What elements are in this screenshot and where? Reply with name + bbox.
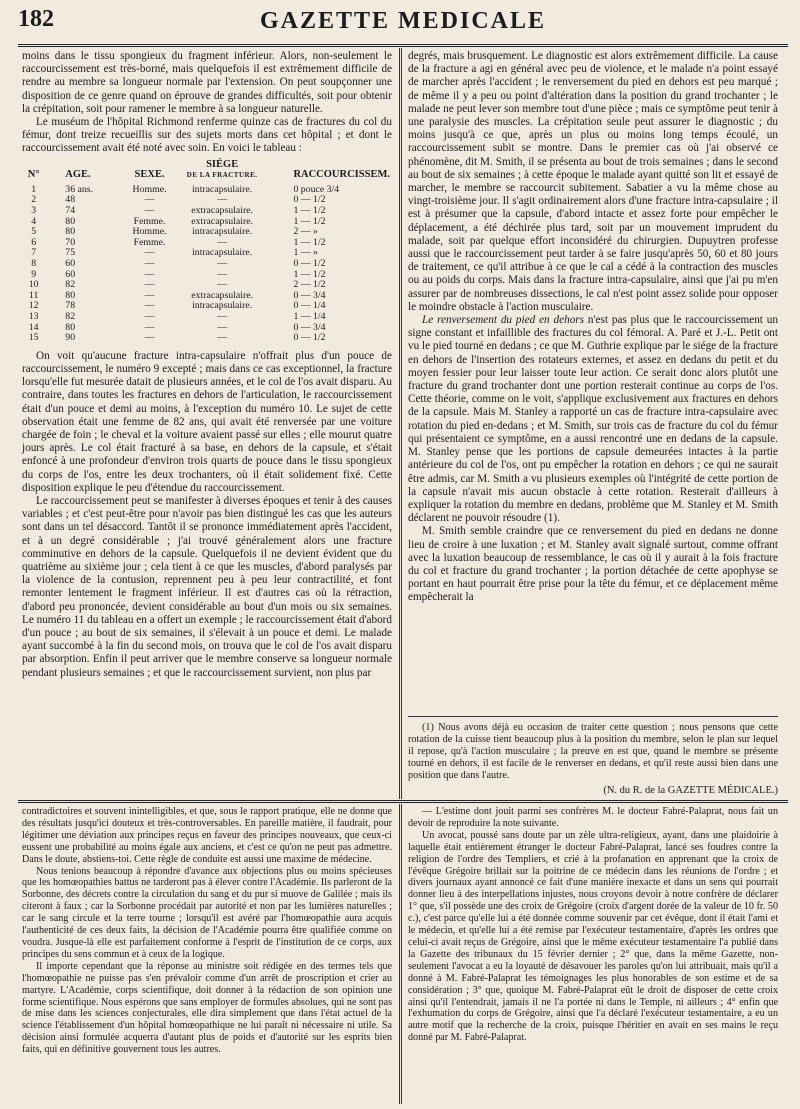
paragraph-text: n'est pas plus que le raccourcissement un signe constant et infaillible des fractures du col fémoral. A. Paré et J.-L. Petit ont vu le pied tourné en dedans ; ce que M. Guthrie explique par le siége de la fracture en dehors de l'insertion des rotateurs externes, et assez en dedans du petit et du moyen fessier pour leur laisser toute leur action. Ce serait donc alors plutôt une fracture du grand trochanter dont une portion resterait continue au corps de l'os. Cette théorie, comme on le voit, s'applique exclusivement aux fractures en dehors de la capsule. Mais M. Stanley a rapporté un cas de fracture intra-capsulaire avec rotation du pied en-dedans ; et M. Smith, sur trois cas de fracture du col du fémur qui présentaient ce symptôme, en a aussi rencontré une en dedans de la capsule. M. Stanley pense que les portions de capsule demeurées intactes à la partie antérieure du col de l'os, ont pu empêcher la rotation en dehors ; ce qui ne saurait être admis, car M. Smith a vu plusieurs exemples où l'intégrité de cette portion de la capsule n'avait mis aucun obstacle à cette rotation. Resterait d'ailleurs à expliquer la rotation du membre en dedans, problème que M. Stanley et M. Smith déclarent ne pouvoir résoudre (1). — [408, 314, 778, 525]
section-rule — [18, 800, 788, 803]
cell-number: 7 — [31, 247, 37, 259]
cell-shortening: 0 pouce 3/4 — [293, 183, 340, 195]
page-header — [18, 8, 788, 44]
cell-sex: — — [144, 268, 155, 280]
bottom-left-column — [22, 806, 392, 1056]
cell-age: 60 — [65, 268, 76, 280]
cell-shortening: 1 — 1/2 — [293, 205, 326, 216]
cases-table-body — [22, 185, 392, 344]
cell-number: 10 — [28, 279, 39, 291]
cell-number: 1 — [31, 183, 37, 195]
cell-shortening: 1 — » — [293, 247, 318, 259]
table-row — [22, 323, 392, 334]
cell-age: 82 — [65, 310, 76, 322]
cell-seat: — — [217, 236, 228, 248]
cell-seat: intracapsulaire. — [192, 183, 253, 195]
bottom-right-column — [408, 806, 778, 1044]
cell-age: 74 — [65, 205, 76, 216]
cell-shortening: 0 — 3/4 — [293, 289, 326, 301]
page-title: GAZETTE MEDICALE — [259, 8, 547, 34]
cell-number: 12 — [28, 300, 39, 312]
cell-seat: extracapsulaire. — [191, 215, 254, 227]
cell-sex: — — [144, 321, 155, 333]
table-row — [22, 185, 392, 196]
table-row — [22, 259, 392, 270]
seat-header-sub: DE LA FRACTURE. — [186, 171, 258, 180]
cell-number: 8 — [31, 257, 37, 269]
paragraph: contradictoires et souvent inintelligibles, et que, sous le rapport pratique, elle ne donne que des résultats jusqu'ici douteux et très-controversables. En pareille matière, il faudrait, pour légitimer une déviation aux principes reçus en faveur des principes nouveaux, que ceux-ci eussent une probabilité au moins égale aux anciens, et c'est ce qu'on ne peut pas admettre. Dans le doute, abstiens-toi. Cette règle de conduite est aussi une maxime de médecine. — [22, 806, 392, 865]
cell-age: 80 — [65, 226, 76, 238]
column-header-sex: SEXE. — [134, 169, 165, 181]
paragraph: On voit qu'aucune fracture intra-capsulaire n'offrait plus d'un pouce de raccourcissement, le numéro 9 excepté ; mais dans ce cas exceptionnel, la fracture lorsqu'elle fut mesurée datait de plusieurs années, et le col de l'os avait disparu. Au contraire, dans toutes les fractures en dehors de l'articulation, le raccourcissement était d'un pouce et demi au moins, à l'exception du numéro 10. Le sujet de cette observation était une femme de 82 ans, qui avait été renversée par une voiture chargée de foin ; le cheval et la voiture avaient passé sur elles ; elle mourut quatre jours après. Le col était fracturé à sa base, en dehors de la capsule, et s'était enfoncé à une profondeur d'environ trois quarts de pouce dans le tissu spongieux du corps de l'os, entre les deux trochanters, où il était solidement fixé. Cette disposition explique le peu d'étendue du raccourcissement. — [22, 349, 393, 494]
paragraph: — L'estime dont jouit parmi ses confrères M. le docteur Fabré-Palaprat, nous fait un devoir de reproduire la note suivante. — [408, 806, 778, 829]
cell-age: 80 — [65, 289, 76, 301]
cell-age: 60 — [65, 257, 76, 269]
editor-signature: (N. du R. de la GAZETTE MÉDICALE.) — [603, 785, 778, 796]
cell-sex: — — [144, 205, 155, 216]
column-header-number: N° — [27, 169, 40, 181]
cell-number: 14 — [28, 321, 39, 333]
cell-age: 75 — [65, 247, 76, 259]
column-header-shortening: RACCOURCISSEM. — [293, 169, 390, 181]
cell-seat: — — [217, 268, 228, 280]
cell-number: 2 — [31, 194, 37, 206]
cell-age: 80 — [65, 321, 76, 333]
emphasis: Le renversement du pied en dehors — [422, 314, 585, 327]
table-row — [22, 227, 392, 238]
table-row — [22, 301, 392, 312]
cell-number: 9 — [31, 268, 37, 280]
paragraph: Un avocat, poussé sans doute par un zèle ultra-religieux, ayant, dans une plaidoirie à laquelle était entièrement étranger le docteur Fabré-Palaprat, lancé ses foudres contre la religion de l'ordre des Templiers, et crié à la profanation en apprenant que la croix de l'évêque Grégoire brillait sur la poitrine de ce médecin dans les réunions de l'ordre ; et divers journaux ayant annoncé ce fait d'une manière inexacte et dans un sens qui pourrait donner lieu à des interpellations injustes, nous croyons devoir à notre confrère de déclarer 1° que, s'il possède une des croix de Grégoire (croix d'argent dorée de la valeur de 10 fr. 50 c.), c'est parce qu'elle lui a été donnée comme souvenir par cet évêque, dont il était l'ami et le médecin, et qu'elle lui a été remise par l'exécuteur testamentaire, d'après les ordres que celui-ci avait reçus de Grégoire, ainsi que le même exécuteur testamentaire l'a publié dans la Gazette des tribunaux du 15 février dernier ; 2° que, dans la même Gazette, non-seulement l'avocat a eu la loyauté de désavouer les paroles qu'on lui attribuait, mais qu'il a donné à M. Fabré-Palaprat les témoignages les plus honorables de son estime et de sa considération ; 3° que, quoique M. Fabré-Palaprat eût le droit de disposer de cette croix ainsi qu'il l'entendrait, jamais il ne l'a portée ni dans le Temple, ni ailleurs ; 4° enfin que l'exhumation du corps de Grégoire, ainsi que l'a déclaré l'exécuteur testamentaire, a eu un autre motif que la recherche de la croix, puisque l'héritier en avait en ses mains le reçu donné par M. Fabré-Palaprat. — [408, 829, 778, 1044]
cell-sex: Homme. — [132, 226, 167, 238]
cell-seat: intracapsulaire. — [192, 247, 253, 259]
table-row — [22, 312, 392, 323]
cell-seat: extracapsulaire. — [191, 289, 254, 301]
cell-number: 6 — [31, 236, 37, 248]
table-row — [22, 333, 392, 344]
cell-sex: — — [144, 257, 155, 269]
cell-number: 4 — [31, 215, 37, 227]
cell-shortening: 0 — 3/4 — [293, 321, 326, 333]
left-column — [22, 50, 392, 680]
cell-shortening: 1 — 1/2 — [293, 215, 326, 227]
table-header-row — [22, 158, 392, 185]
cell-sex: — — [144, 289, 155, 301]
paragraph — [408, 314, 778, 525]
column-divider — [399, 48, 402, 799]
cell-number: 11 — [28, 289, 39, 301]
paragraph: Il importe cependant que la réponse au ministre soit rédigée en des termes tels que l'homœopathie ne puisse pas s'en prévaloir comme d'un arrêt de proscription et crier au martyre. L'Académie, corps scientifique, doit donner à la rédaction de son opinion une forme scientifique. Nous espérons que sans employer de formules absolues, qui ne sont pas de mise dans les sciences conjecturales, elle dira simplement que dans l'état actuel de la science l'établissement d'un hôpital homœopathique ne lui paraît ni nécessaire ni utile. Sa décision ainsi formulée acquerra d'autant plus de poids et d'autorité sur les esprits bien faits, qui en définitive gouvernent tous les autres. — [22, 960, 392, 1056]
right-column — [408, 50, 778, 605]
footnote-rule — [408, 716, 778, 717]
cell-shortening: 1 — 1/2 — [293, 268, 326, 280]
cell-age: 48 — [65, 194, 76, 206]
table-row — [22, 248, 392, 259]
cell-number: 15 — [28, 332, 39, 344]
cell-number: 3 — [31, 205, 37, 216]
cell-seat: — — [217, 279, 228, 291]
cell-shortening: 0 — 1/2 — [293, 194, 326, 206]
cell-shortening: 0 — 1/2 — [293, 257, 326, 269]
cell-sex: — — [144, 279, 155, 291]
footnote — [408, 722, 778, 797]
paragraph: Nous tenions beaucoup à répondre d'avance aux objections plus ou moins spécieuses que les homœopathies battus ne tarderont pas à élever contre l'Académie. Ils parleront de la Sorbonne, des décrets contre la circulation du sang et du pur si muove de Galilée ; mais ils citeront à faux ; car la Sorbonne procédait par autorité et non par les lumières naturelles ; car le sang circule et la terre tourne ; lorsqu'il est avéré par l'homœopathie aura acquis l'authenticité de ces deux faits, la décision de l'Académie pourra être qualifiée comme on voudra. Jusque-là elle est parfaitement conforme à l'esprit de l'institution de ce corps, aux principes du sens commun et à ceux de la logique. — [22, 865, 392, 960]
bottom-column-divider — [399, 804, 402, 1104]
cell-seat: — — [217, 310, 228, 322]
cell-shortening: 0 — 1/2 — [293, 332, 326, 344]
cell-seat: — — [217, 332, 228, 344]
column-header-seat — [179, 158, 266, 185]
cell-seat: extracapsulaire. — [191, 205, 254, 216]
cell-sex: Femme. — [133, 215, 166, 227]
table-row — [22, 206, 392, 217]
table-row — [22, 270, 392, 281]
cell-seat: intracapsulaire. — [192, 300, 253, 312]
cell-sex: — — [144, 332, 155, 344]
cell-sex: — — [144, 194, 155, 206]
cell-sex: — — [144, 310, 155, 322]
cell-shortening: 1 — 1/2 — [293, 236, 326, 248]
cell-sex: Femme. — [133, 236, 166, 248]
cell-seat: — — [217, 257, 228, 269]
column-header-age: AGE. — [65, 169, 91, 181]
cell-age: 80 — [65, 215, 76, 227]
cell-sex: Homme. — [132, 183, 167, 195]
cell-shortening: 2 — 1/2 — [293, 279, 326, 291]
paragraph: Le muséum de l'hôpital Richmond renferme quinze cas de fractures du col du fémur, dont treize recueillis sur des sujets morts dans cet hôpital ; et dont le raccourcissement avait été noté avec soin. En voici le tableau : — [22, 116, 392, 155]
seat-header-label: SIÉGE — [206, 158, 239, 170]
cell-sex: — — [144, 247, 155, 259]
paragraph: moins dans le tissu spongieux du fragment inférieur. Alors, non-seulement le raccourcissement est très-borné, mais quelquefois il est extrêmement difficile de rendre au membre sa longueur normale par l'extension. On peut soupçonner une disposition de ce genre quand on éprouve de grandes difficultés, soit pour obtenir la crépitation, soit pour ramener le membre à sa longueur naturelle. — [22, 50, 392, 115]
page-number: 182 — [18, 6, 54, 32]
cell-number: 13 — [28, 310, 39, 322]
cell-age: 70 — [65, 236, 76, 248]
footnote-text: (1) Nous avons déjà eu occasion de traiter cette question ; nous pensons que cette rotation de la cuisse tient beaucoup plus à la position du membre, selon le plan sur lequel il repose, qu'à l'action musculaire ; la preuve en est que, quand le membre se présente tourné en dehors, il est facile de le renverser en dedans, et qu'il reste aussi bien dans une position que dans l'autre. — [408, 722, 778, 781]
cell-age: 90 — [65, 332, 76, 344]
paragraph: Le raccourcissement peut se manifester à diverses époques et tenir à des causes variables ; et c'est peut-être pour n'avoir pas bien distingué les cas que les auteurs sont dans un tel désaccord. Tantôt il se prononce immédiatement après l'accident, et à un degré considérable ; j'ai trouvé généralement alors une fracture comminutive en dehors de la capsule. Quelquefois il ne devient évident que du quatrième au sixième jour ; cela tient à ce que les muscles, d'abord paralysés par la violence de la contusion, reprennent peu à peu leur contractilité, et font remonter lentement le fragment inférieur. Il est d'autres cas où la rétraction, d'abord peu prononcée, devient considérable au bout d'un mois ou six semaines. Le numéro 11 du tableau en a offert un exemple ; le raccourcissement était d'abord d'un pouce ; au bout de six semaines, il s'élevait à un pouce et demi. Le malade ayant succombé à la fin du second mois, on trouva que le col de l'os avait disparu par absorption. Enfin il peut arriver que le membre conserve sa longueur normale pendant plusieurs semaines ; et que le raccourcissement survient, non plus par — [22, 494, 392, 679]
cell-age: 78 — [65, 300, 76, 312]
cell-shortening: 2 — » — [293, 226, 318, 238]
cell-sex: — — [144, 300, 155, 312]
cell-seat: intracapsulaire. — [192, 226, 253, 238]
paragraph: degrés, mais brusquement. Le diagnostic est alors extrêmement difficile. La cause de la fracture a agi en général avec peu de violence, et le malade n'a point essayé de marcher après l'accident ; le renversement du pied en dehors est peu marqué ; de même il y a peu ou point d'altération dans la position du grand trochanter ; le malade ne peut lever son membre tout d'une pièce ; mais ce symptôme peut tenir à une paralysie des muscles. La crépitation seule peut assurer le diagnostic ; du moins jusqu'à ce que, après un plus ou moins long temps écoulé, un raccourcissement subit se montre. Dans le premier cas où j'ai observé ce phénomène, dit M. Smith, il se présenta au bout de trois semaines ; dans le second au bout de six semaines ; à cette époque le malade ayant quitté son lit et essayé de marcher, le membre se raccourcit subitement. Sabatier a vu la même chose au vingt-troisième jour. Il s'agit ordinairement alors d'une fracture intra-capsulaire ; il est à présumer que la capsule, d'abord intacte et assez forte pour empêcher le déplacement, a été déchirée plus tard, soit par un mouvement imprudent du malade, soit par quelque effort inconsidéré du chirurgien. Dupuytren professe aussi que le raccourcissement peut tarder à se faire jusqu'après 50, 60 et 80 jours de traitement, ce qu'il attribue à ce que le cal a cédé à la contraction des muscles ou au poids du corps. Mais dans la fracture intra-capsulaire, ainsi que j'ai pu m'en assurer par de nombreuses dissections, le cal n'est point assez solide pour opposer le moindre obstacle à l'action musculaire. — [408, 50, 778, 313]
cell-shortening: 0 — 1/4 — [293, 300, 326, 312]
paragraph: M. Smith semble craindre que ce renversement du pied en dedans ne donne lieu de croire à une luxation ; et M. Stanley avait signalé surtout, comme offrant avec la luxation beaucoup de ressemblance, le cas où il y aurait à la fois fracture du col et fracture du grand trochanter ; la portion détachée de cette apophyse se portant en haut pourrait être prise pour la tête du fémur, et ce déplacement même empêcherait la — [408, 525, 778, 604]
cell-age: 36 ans. — [65, 183, 94, 195]
cell-shortening: 1 — 1/4 — [293, 310, 326, 322]
cases-table — [22, 158, 392, 344]
cell-seat: — — [217, 194, 228, 206]
cell-age: 82 — [65, 279, 76, 291]
header-rule — [18, 44, 788, 47]
cell-number: 5 — [31, 226, 37, 238]
cell-seat: — — [217, 321, 228, 333]
